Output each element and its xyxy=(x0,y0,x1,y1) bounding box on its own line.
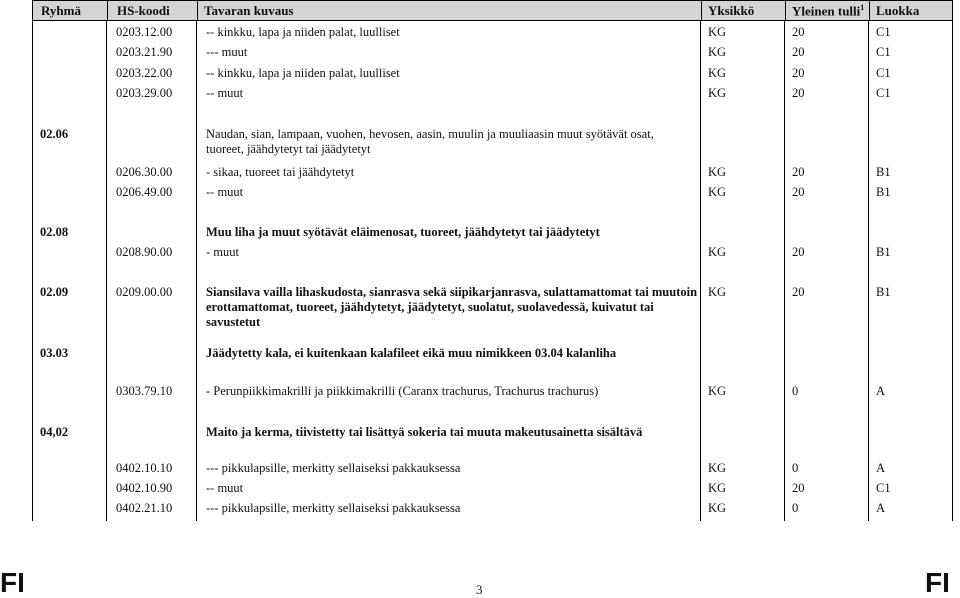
table-column-line xyxy=(784,21,785,521)
row-code: 0209.00.00 xyxy=(116,285,173,299)
row-code: 0402.21.10 xyxy=(116,501,173,515)
row-category: C1 xyxy=(876,86,891,100)
row-description: --- pikkulapsille, merkitty sellaiseksi pakkauksessa xyxy=(206,461,461,475)
table-column-line xyxy=(196,21,197,521)
row-description: -- kinkku, lapa ja niiden palat, luulliset xyxy=(206,66,400,80)
row-code: 0402.10.10 xyxy=(116,461,173,475)
row-description: --- pikkulapsille, merkitty sellaiseksi pakkauksessa xyxy=(206,501,461,515)
row-description: -- kinkku, lapa ja niiden palat, luulliset xyxy=(206,25,400,39)
header-description: Tavaran kuvaus xyxy=(204,3,294,18)
row-unit: KG xyxy=(708,245,727,259)
row-unit: KG xyxy=(708,25,727,39)
header-group: Ryhmä xyxy=(41,3,81,18)
group-description-line: savustetut xyxy=(206,315,261,329)
header-divider xyxy=(785,1,786,20)
row-unit: KG xyxy=(708,66,727,80)
row-duty: 0 xyxy=(792,501,799,515)
header-general-tariff xyxy=(792,3,864,19)
row-category: C1 xyxy=(876,481,891,495)
group-code: 02.08 xyxy=(40,225,69,239)
row-unit: KG xyxy=(708,185,727,199)
footer-language-mark-right: FI xyxy=(925,567,950,598)
row-duty: 20 xyxy=(792,86,805,100)
row-duty: 20 xyxy=(792,285,805,299)
group-code: 02.09 xyxy=(40,285,69,299)
row-code: 0206.49.00 xyxy=(116,185,173,199)
group-description: Jäädytetty kala, ei kuitenkaan kalafileet eikä muu nimikkeen 03.04 kalanliha xyxy=(206,346,617,360)
row-code: 0206.30.00 xyxy=(116,165,173,179)
row-duty: 20 xyxy=(792,66,805,80)
row-code: 0208.90.00 xyxy=(116,245,173,259)
row-duty: 20 xyxy=(792,25,805,39)
group-description-line: erottamattomat, tuoreet, jäähdytetyt, jäädytetyt, suolatut, suolavedessä, kuivatut tai xyxy=(206,300,654,314)
table-border-left xyxy=(32,21,33,521)
row-unit: KG xyxy=(708,86,727,100)
row-unit: KG xyxy=(708,501,727,515)
row-description: -- muut xyxy=(206,481,244,495)
row-category: A xyxy=(876,384,886,398)
header-divider xyxy=(701,1,702,20)
row-code: 0203.29.00 xyxy=(116,86,173,100)
row-duty: 20 xyxy=(792,245,805,259)
row-category: C1 xyxy=(876,66,891,80)
table-border-right xyxy=(952,21,953,521)
group-code: 03.03 xyxy=(40,346,69,360)
row-duty: 20 xyxy=(792,185,805,199)
group-description-line: tuoreet, jäähdytetyt tai jäädytetyt xyxy=(206,142,371,156)
row-unit: KG xyxy=(708,45,727,59)
row-description: -- muut xyxy=(206,185,244,199)
table-column-line xyxy=(868,21,869,521)
row-unit: KG xyxy=(708,461,727,475)
row-code: 0303.79.10 xyxy=(116,384,173,398)
row-description: --- muut xyxy=(206,45,248,59)
header-unit: Yksikkö xyxy=(708,3,755,18)
header-divider xyxy=(107,1,108,20)
table-column-line xyxy=(106,21,107,521)
row-description: - muut xyxy=(206,245,239,259)
table-column-line xyxy=(700,21,701,521)
row-category: B1 xyxy=(876,285,891,299)
group-code: 02.06 xyxy=(40,127,69,141)
row-category: B1 xyxy=(876,165,891,179)
header-divider xyxy=(197,1,198,20)
header-divider xyxy=(869,1,870,20)
row-description: -- muut xyxy=(206,86,244,100)
row-description: - sikaa, tuoreet tai jäähdytetyt xyxy=(206,165,355,179)
row-duty: 20 xyxy=(792,481,805,495)
footer-language-mark-left: FI xyxy=(0,567,25,598)
row-code: 0203.21.90 xyxy=(116,45,173,59)
group-code: 04,02 xyxy=(40,425,69,439)
group-description-line: Siansilava vailla lihaskudosta, sianrasva sekä siipikarjanrasva, sulattamattomat tai muutoin xyxy=(206,285,698,299)
page-number: 3 xyxy=(476,582,483,597)
row-category: A xyxy=(876,501,886,515)
group-description: Maito ja kerma, tiivistetty tai lisättyä sokeria tai muuta makeutusainetta sisältävä xyxy=(206,425,643,439)
header-general-tariff-text: Yleinen tulli xyxy=(792,3,861,19)
header-general-tariff-sup: 1 xyxy=(860,3,865,12)
row-unit: KG xyxy=(708,285,727,299)
row-code: 0203.12.00 xyxy=(116,25,173,39)
header-category: Luokka xyxy=(876,3,920,18)
table-header xyxy=(32,0,953,21)
header-hs-code: HS-koodi xyxy=(117,3,170,18)
row-category: A xyxy=(876,461,886,475)
row-category: B1 xyxy=(876,185,891,199)
row-duty: 0 xyxy=(792,384,799,398)
row-code: 0203.22.00 xyxy=(116,66,173,80)
row-description: - Perunpiikkimakrilli ja piikkimakrilli (Caranx trachurus, Trachurus trachurus) xyxy=(206,384,599,398)
row-duty: 20 xyxy=(792,165,805,179)
row-category: C1 xyxy=(876,25,891,39)
group-description: Muu liha ja muut syötävät eläimenosat, tuoreet, jäähdytetyt tai jäädytetyt xyxy=(206,225,600,239)
group-description-line: Naudan, sian, lampaan, vuohen, hevosen, aasin, muulin ja muuliaasin muut syötävät osat, xyxy=(206,127,654,141)
row-code: 0402.10.90 xyxy=(116,481,173,495)
row-category: B1 xyxy=(876,245,891,259)
row-unit: KG xyxy=(708,481,727,495)
row-duty: 0 xyxy=(792,461,799,475)
row-unit: KG xyxy=(708,165,727,179)
row-category: C1 xyxy=(876,45,891,59)
row-duty: 20 xyxy=(792,45,805,59)
row-unit: KG xyxy=(708,384,727,398)
